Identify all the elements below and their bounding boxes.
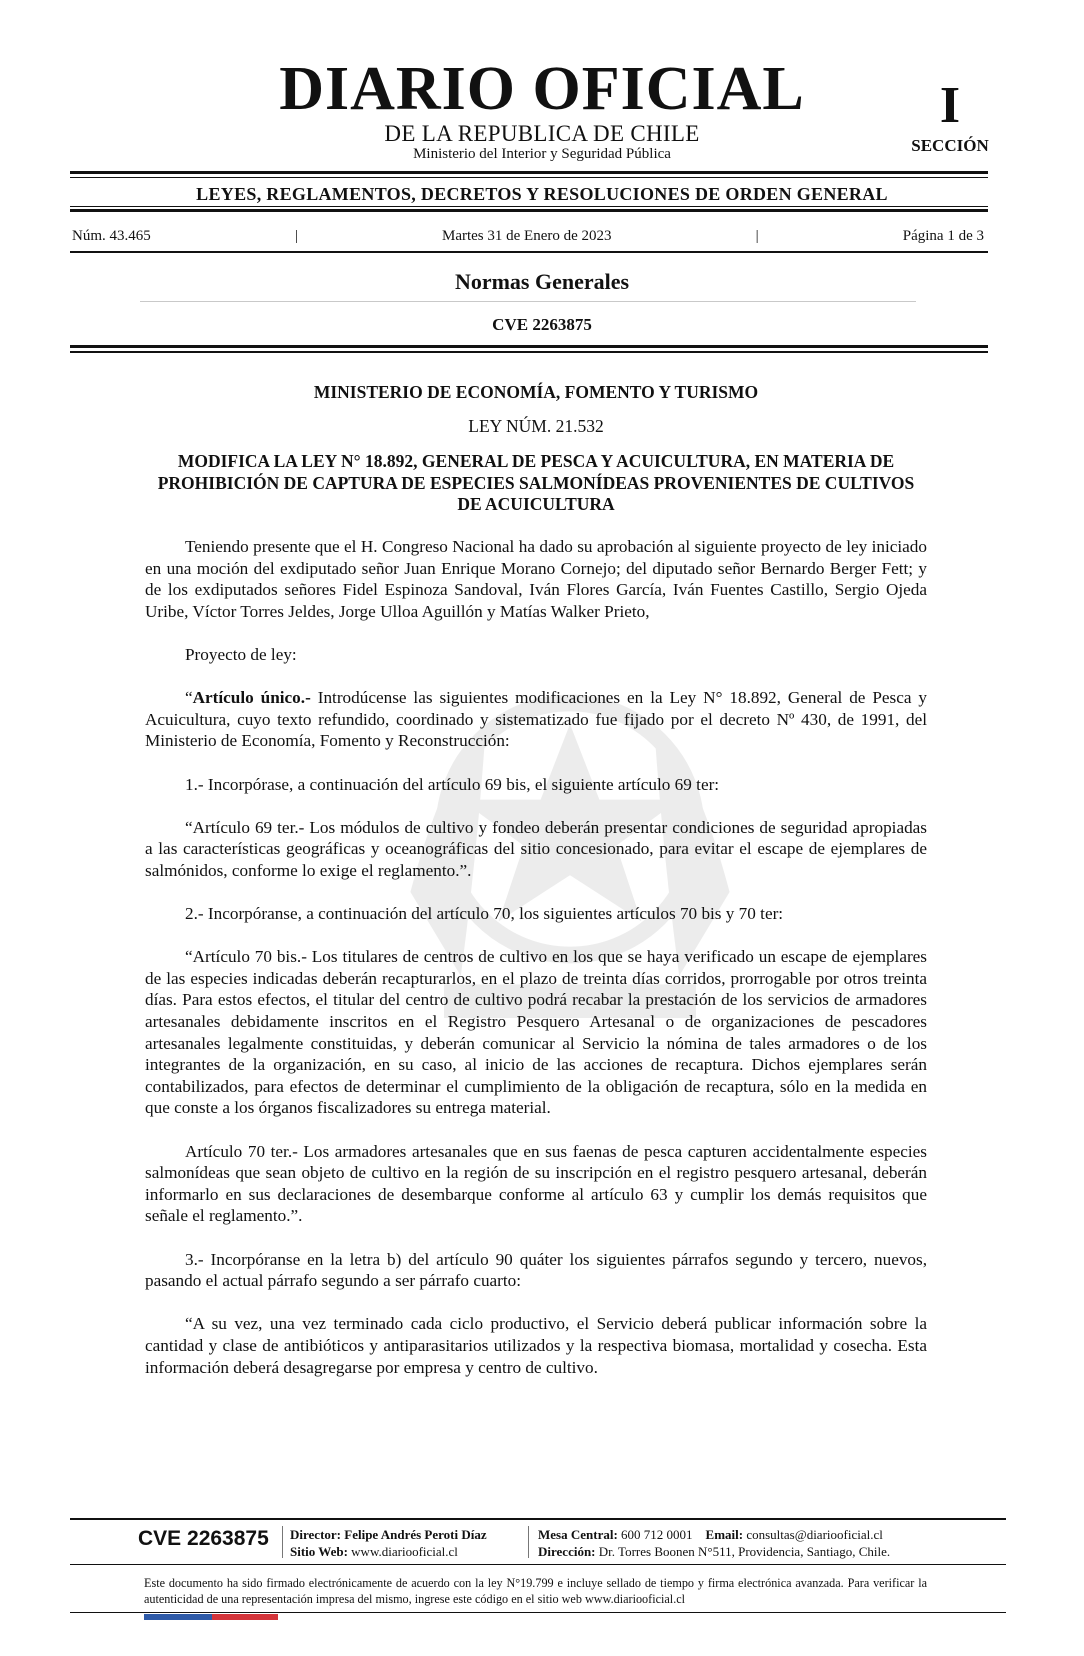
footer-cve-code: CVE 2263875 [138,1527,269,1550]
info-separator: | [755,228,759,244]
law-title: MODIFICA LA LEY N° 18.892, GENERAL DE PESCA Y ACUICULTURA, EN MATERIA DE PROHIBICIÓN DE CAPTURA DE ESPECIES SALMONÍDEAS PROVENIENTES DE CULTIVOS DE ACUICULTURA [157,451,915,515]
info-separator: | [294,228,298,244]
phone-label: Mesa Central: [538,1527,618,1542]
issuing-ministry: MINISTERIO DE ECONOMÍA, FOMENTO Y TURISMO [313,382,759,402]
footer-divider [282,1526,283,1558]
section-rule [70,351,988,353]
newspaper-subtitle: DE LA REPUBLICA DE CHILE [384,121,700,146]
email-label: Email: [705,1527,744,1542]
section-indicator [880,77,1020,156]
header-rule [70,209,988,212]
newspaper-ministry: Ministerio del Interior y Seguridad Pública [413,146,671,162]
paragraph: “A su vez, una vez terminado cada ciclo productivo, el Servicio deberá publicar información sobre la cantidad y clase de antibióticos y antiparasitarios utilizados y la respectiva biomasa, mortalidad y cosecha. Esta información deberá desagregarse por empresa y centro de cultivo. [145,1314,927,1377]
issue-info-line [72,229,984,244]
paragraph [145,687,927,752]
section-label: SECCIÓN [911,136,989,155]
paragraph: 1.- Incorpórase, a continuación del artículo 69 bis, el siguiente artículo 69 ter: [185,774,720,794]
website-label: Sitio Web: [290,1544,348,1559]
law-number: LEY NÚM. 21.532 [468,415,604,436]
footer-rule [70,1612,1006,1613]
article-heading: Artículo único.- [192,688,311,708]
cve-code: CVE 2263875 [492,315,592,334]
section-rule [70,345,988,348]
norms-divider [140,301,916,302]
paragraph: Proyecto de ley: [185,644,297,664]
footer-rule [70,1564,1006,1565]
director-name: Felipe Andrés Peroti Díaz [344,1527,487,1542]
issue-number: Núm. 43.465 [72,228,151,244]
flag-stripe-red [212,1614,278,1620]
footer-rule [70,1518,1006,1520]
phone-number: 600 712 0001 [621,1527,693,1542]
paragraph: Teniendo presente que el H. Congreso Nacional ha dado su aprobación al siguiente proyecto de ley iniciado en una moción del exdiputado señor Juan Enrique Morano Cornejo; del diputado señor Bernardo Berger Fett; y de los exdiputados señores Fidel Espinoza Sandoval, Iván Flores García, Iván Fuentes Castillo, Sergio Ojeda Uribe, Víctor Torres Jeldes, Jorge Ulloa Aguillón y Matías Walker Prieto, [145,536,927,621]
quote-mark: “ [185,688,193,708]
norms-heading: Normas Generales [454,269,630,294]
address-value: Dr. Torres Boonen N°511, Providencia, Santiago, Chile. [598,1544,891,1559]
header-rule [70,177,988,178]
email-link[interactable]: consultas@diariooficial.cl [746,1527,883,1542]
issue-date: Martes 31 de Enero de 2023 [441,228,612,244]
paragraph-text: Introdúcense las siguientes modificaciones en la Ley N° 18.892, General de Pesca y Acuicultura, cuyo texto refundido, coordinado y sistematizado fue fijado por el decreto Nº 430, de 1991, del Ministerio de Economía, Fomento y Reconstrucción: [145,688,928,751]
paragraph: “Artículo 70 bis.- Los titulares de centros de cultivo en los que se haya verificado un escape de ejemplares de las especies indicadas deberán recapturarlos, en el plazo de treinta días corridos, prorrogable por otros treinta días. Para estos efectos, el titular del centro de cultivo podrá recabar la prestación de los servicios de armadores artesanales debidamente inscritos en el Registro Pesquero Artesanal o de organizaciones de pescadores artesanales legalmente constituidas, y deberán comunicar al Servicio la nómina de tales armadores o de los integrantes de la organización, en su caso, al inicio de las acciones de recaptura. Dichos ejemplares serán contabilizados, para efectos de determinar el cumplimiento de la obligación de recaptura, sólo en la medida en que conste a los órganos fiscalizadores su entrega material. [145,947,927,1118]
document-body [145,382,927,1400]
header-rule [70,206,988,207]
website-link[interactable]: www.diariooficial.cl [351,1544,458,1559]
footer-divider [528,1526,529,1558]
paragraph: 3.- Incorpóranse en la letra b) del artículo 90 quáter los siguientes párrafos segundo y tercero, nuevos, pasando el actual párrafo segundo a ser párrafo cuarto: [145,1249,927,1291]
director-label: Director: [290,1527,342,1542]
footer-contact-left [290,1526,487,1560]
paragraph: Artículo 70 ter.- Los armadores artesanales que en sus faenas de pesca capturen accidentalmente especies salmonídeas que sean objeto de cultivo en la región de su inscripción en el registro pesquero artesanal, deberán informarlo en sus declaraciones de desembarque conforme al artículo 63 y cumplir los demás requisitos que señale el reglamento.”. [145,1141,927,1226]
paragraph: “Artículo 69 ter.- Los módulos de cultivo y fondeo deberán presentar condiciones de seguridad apropiadas a las características geográficas y oceanográficas del sitio concesionado, para evitar el escape de ejemplares de salmónidos, conforme lo exige el reglamento.”. [145,817,927,880]
footer-contact-right [538,1526,890,1560]
paragraph: 2.- Incorpóranse, a continuación del artículo 70, los siguientes artículos 70 bis y 70 ter: [185,904,784,924]
newspaper-title: DIARIO OFICIAL [279,55,805,123]
laws-banner: LEYES, REGLAMENTOS, DECRETOS Y RESOLUCIONES DE ORDEN GENERAL [196,184,888,204]
flag-stripe-blue [144,1614,212,1620]
section-numeral: I [939,77,961,134]
address-label: Dirección: [538,1544,596,1559]
page-indicator: Página 1 de 3 [902,228,984,244]
info-rule [70,251,988,253]
header-rule [70,171,988,174]
signature-disclaimer: Este documento ha sido firmado electrónicamente de acuerdo con la ley N°19.799 e incluye sellado de tiempo y firma electrónica avanzada. Para verificar la autenticidad de una representación impresa del mismo, ingrese este código en el sitio web www.diariooficial.cl [144,1576,927,1606]
